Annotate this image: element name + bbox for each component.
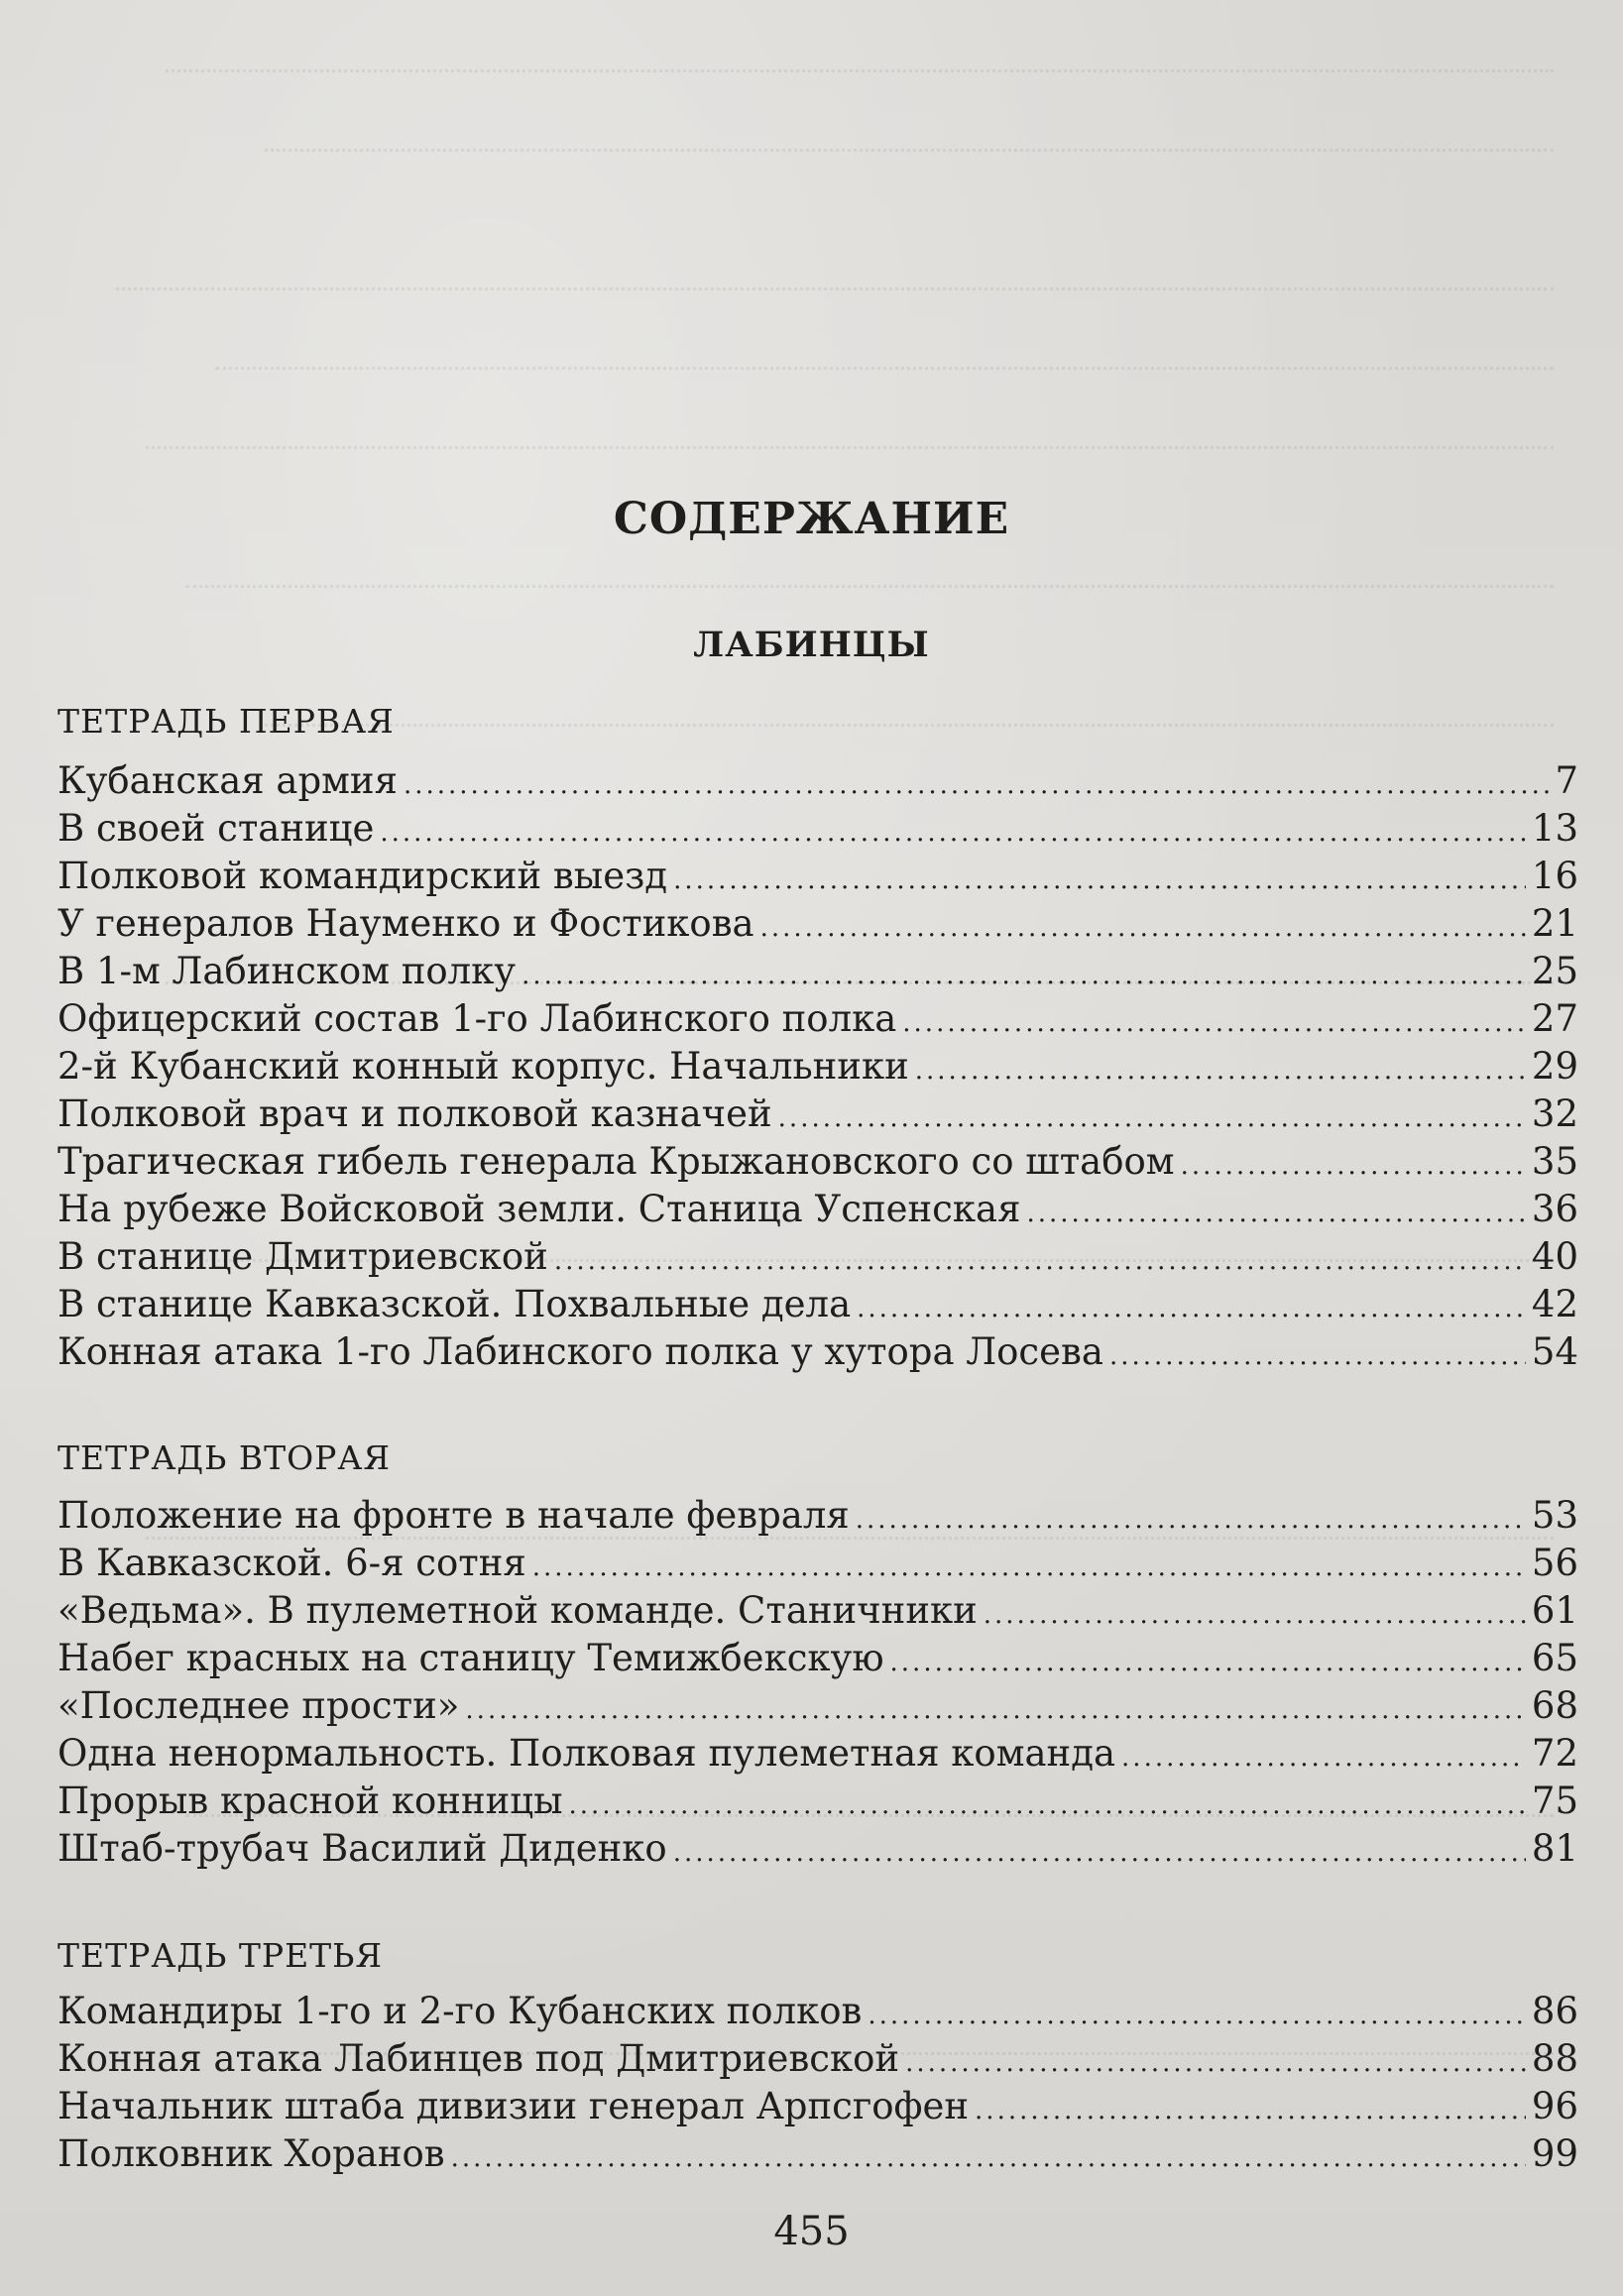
toc-entry-title: Конная атака 1-го Лабинского полка у хутора Лосева [58,1330,1103,1373]
toc-entry-page: 88 [1531,2037,1578,2080]
toc-entry-page: 86 [1531,1990,1578,2032]
toc-leader [1109,1341,1526,1371]
toc-entry-page: 61 [1531,1589,1578,1632]
toc-entry-page: 27 [1531,997,1578,1040]
toc-leader [465,1695,1525,1725]
toc-entry [58,1732,1578,1779]
page-title: СОДЕРЖАНИЕ [613,494,1010,544]
toc-entry [58,1188,1578,1235]
toc-entry-title: Полковой врач и полковой казначей [58,1092,772,1135]
toc-entry-title: Положение на фронте в начале февраля [58,1494,850,1537]
toc-entry [58,1330,1578,1378]
toc-leader [778,1103,1526,1133]
toc-entry [58,1990,1578,2037]
toc-entry [58,950,1578,997]
toc-entry [58,1684,1578,1732]
toc-entry [58,997,1578,1045]
toc-entry-page: 42 [1531,1283,1578,1325]
toc-entry [58,807,1578,855]
toc-leader [857,1294,1526,1323]
toc-entry [58,1140,1578,1188]
toc-entry-page: 65 [1531,1637,1578,1679]
toc-entry-title: Офицерский состав 1-го Лабинского полка [58,997,897,1040]
toc-entry-page: 7 [1555,759,1578,802]
toc-entry-page: 35 [1531,1140,1578,1183]
toc-entry-title: 2-й Кубанский конный корпус. Начальники [58,1045,909,1088]
toc-entry-page: 68 [1531,1684,1578,1727]
toc-entry-title: На рубеже Войсковой земли. Станица Успенская [58,1188,1021,1230]
toc-entry-page: 81 [1531,1827,1578,1870]
toc-entry-page: 53 [1531,1494,1578,1537]
toc-entry-title: Конная атака Лабинцев под Дмитриевской [58,2037,900,2080]
toc-entry [58,1045,1578,1092]
toc-leader [554,1246,1526,1276]
toc-entry-title: «Последнее прости» [58,1684,460,1727]
toc-entry-page: 72 [1531,1732,1578,1775]
toc-entry [58,902,1578,950]
toc-entry [58,1637,1578,1684]
page-number: 455 [773,2209,850,2254]
toc-leader [975,2096,1526,2125]
toc-entry-title: Кубанская армия [58,759,398,802]
section-heading-2: ТЕТРАДЬ ВТОРАЯ [58,1438,392,1477]
toc-entry-title: В Кавказской. 6-я сотня [58,1542,526,1584]
toc-leader [673,1838,1526,1868]
toc-entry-title: «Ведьма». В пулеметной команде. Станичники [58,1589,978,1632]
toc-leader [532,1552,1526,1582]
toc-entry-page: 32 [1531,1092,1578,1135]
toc-entry-title: Полковой командирский выезд [58,855,668,897]
toc-leader [1181,1151,1526,1181]
toc-entry-title: Полковник Хоранов [58,2132,445,2175]
toc-entry [58,1092,1578,1140]
toc-entry-page: 75 [1531,1779,1578,1822]
toc-entry-title: В 1-м Лабинском полку [58,950,517,992]
toc-entry-title: В станице Кавказской. Похвальные дела [58,1283,852,1325]
toc-leader [902,1008,1526,1038]
part-title: ЛАБИНЦЫ [693,625,930,665]
toc-entry [58,1542,1578,1589]
toc-entry [58,1589,1578,1637]
toc-entry-title: Одна ненормальность. Полковая пулеметная команда [58,1732,1116,1775]
toc-leader [984,1600,1526,1630]
toc-entry-page: 36 [1531,1188,1578,1230]
toc-entry-title: У генералов Науменко и Фостикова [58,902,754,945]
toc-leader [1026,1199,1525,1228]
toc-entry-page: 99 [1531,2132,1578,2175]
toc-entry-title: В станице Дмитриевской [58,1235,548,1278]
toc-entry-page: 25 [1531,950,1578,992]
toc-entry [58,2085,1578,2132]
toc-entry [58,759,1578,807]
toc-leader [380,818,1526,848]
toc-entry-page: 54 [1531,1330,1578,1373]
toc-entry-title: Начальник штаба дивизии генерал Арпсгофен [58,2085,970,2127]
toc-entry [58,2132,1578,2180]
toc-entry [58,1779,1578,1827]
toc-leader [673,865,1526,895]
toc-entry [58,1283,1578,1330]
toc-leader [404,770,1550,800]
toc-entry-title: Штаб-трубач Василий Диденко [58,1827,667,1870]
toc-leader [856,1505,1526,1535]
toc-entry-title: Трагическая гибель генерала Крыжановского со штабом [58,1140,1175,1183]
toc-entry-page: 96 [1531,2085,1578,2127]
toc-entry-title: Набег красных на станицу Темижбекскую [58,1637,884,1679]
section-heading-1: ТЕТРАДЬ ПЕРВАЯ [58,702,395,741]
toc-entry [58,855,1578,902]
toc-leader [890,1648,1526,1677]
toc-leader [1121,1743,1526,1773]
toc-entry-page: 29 [1531,1045,1578,1088]
toc-leader [451,2143,1526,2173]
toc-entry [58,1494,1578,1542]
toc-leader [868,2001,1526,2030]
toc-entry-title: Командиры 1-го и 2-го Кубанских полков [58,1990,863,2032]
toc-entry-page: 21 [1531,902,1578,945]
toc-leader [905,2048,1526,2078]
toc-entry [58,1235,1578,1283]
toc-leader [760,913,1526,943]
toc-entry-title: Прорыв красной конницы [58,1779,563,1822]
toc-entry-title: В своей станице [58,807,375,850]
section-heading-3: ТЕТРАДЬ ТРЕТЬЯ [58,1936,384,1975]
toc-entry-page: 13 [1531,807,1578,850]
toc-entry-page: 56 [1531,1542,1578,1584]
toc-leader [522,961,1526,990]
toc-entry-page: 40 [1531,1235,1578,1278]
toc-entry [58,1827,1578,1875]
toc-entry-page: 16 [1531,855,1578,897]
toc-leader [569,1790,1526,1820]
toc-entry [58,2037,1578,2085]
toc-leader [915,1056,1526,1086]
